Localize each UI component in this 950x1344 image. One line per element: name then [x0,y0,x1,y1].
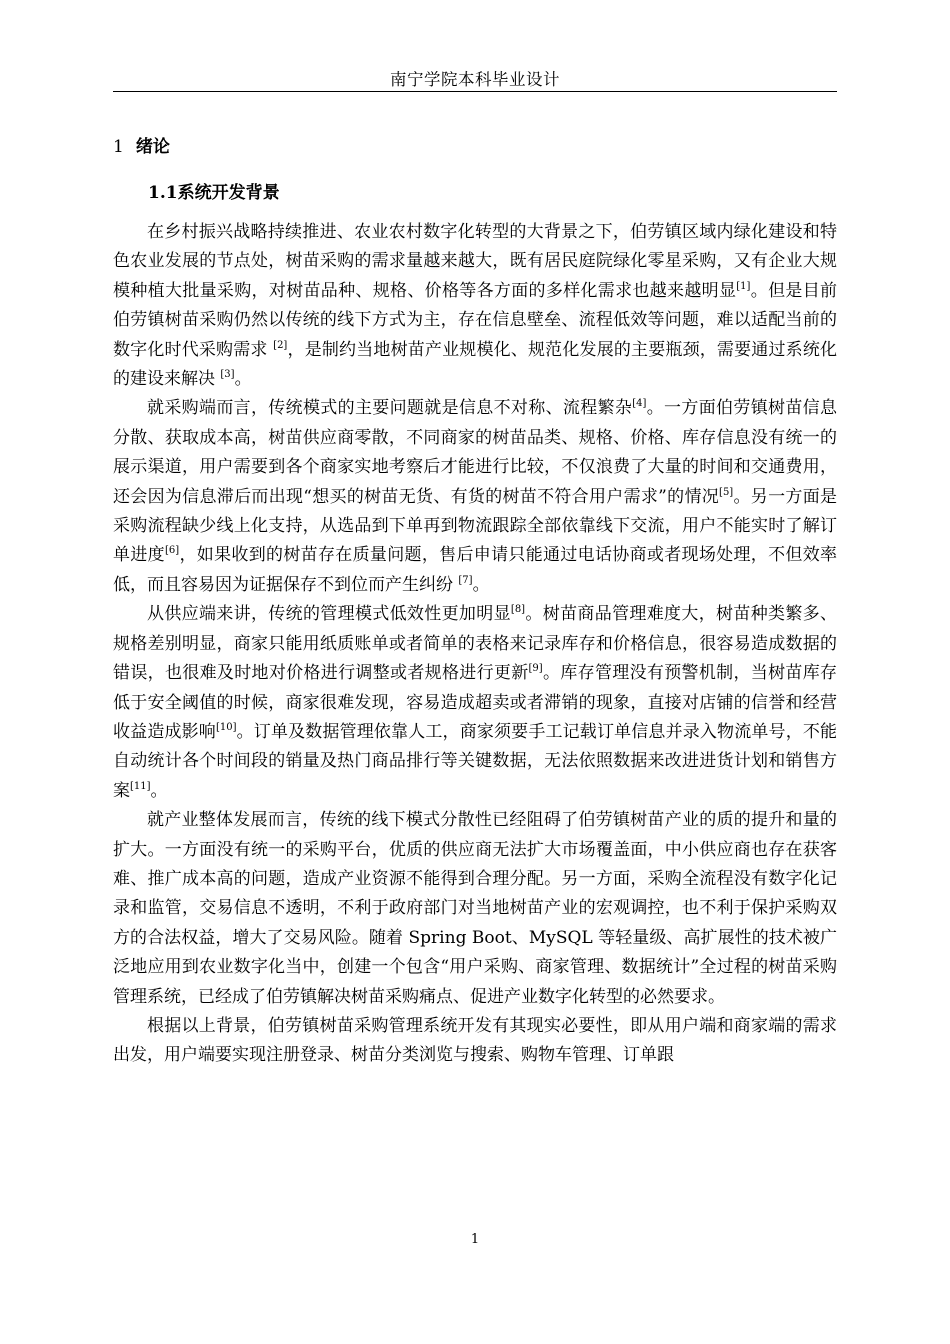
paragraph [113,600,837,806]
text-run: 。库存管理没有预警机制，当树苗库存低于安全阈值的时候，商家很难发现，容易造成超卖或者滞销的现象，直接对店铺的信誉和经营收益造成影响 [113,663,838,742]
section-heading [148,178,280,203]
text-run: 。 [150,780,168,801]
citation: [6] [164,545,180,557]
paragraph [113,806,837,1012]
text-run: 在乡村振兴战略持续推进、农业农村数字化转型的大背景之下，伯劳镇区域内绿化建设和特色农业发展的节点处，树苗采购的需求量越来越大，既有居民庭院绿化零星采购，又有企业大规模种植大批量采购，对树苗品种、规格、价格等各方面的多样化需求也越来越明显 [113,222,837,301]
body-text [113,218,837,1071]
citation: [10] [215,721,237,733]
section-title: 系统开发背景 [177,183,280,203]
text-run: ，如果收到的树苗存在质量问题，售后申请只能通过电话协商或者现场处理，不但效率低，而且容易因为证据保存不到位而产生纠纷 [113,545,838,595]
text-run: 。一方面伯劳镇树苗信息分散、获取成本高，树苗供应商零散，不同商家的树苗品类、规格、价格、库存信息没有统一的展示渠道，用户需要到各个商家实地考察后才能进行比较，不仅浪费了大量的时间和交通费用，还会因为信息滞后而出现“想买的树苗无货、有货的树苗不符合用户需求”的情况 [113,398,838,507]
page-number: 1 [470,1232,480,1247]
text-run: 根据以上背景，伯劳镇树苗采购管理系统开发有其现实必要性，即从用户端和商家端的需求出发，用户端要实现注册登录、树苗分类浏览与搜索、购物车管理、订单跟 [113,1015,837,1066]
citation: [11] [130,780,151,792]
citation: [1] [736,280,751,292]
section-number: 1.1 [148,183,178,203]
text-run: 。另一方面是采购流程缺少线上化支持，从选品到下单再到物流跟踪全部依靠线下交流，用户不能实时了解订单进度 [113,486,837,566]
page-header-title: 南宁学院本科毕业设计 [390,70,560,89]
header-divider [113,91,837,92]
text-run: 。树苗商品管理难度大，树苗种类繁多、规格差别明显，商家只能用纸质账单或者简单的表格来记录库存和价格信息，很容易造成数据的错误，也很难及时地对价格进行调整或者规格进行更新 [113,604,838,684]
paragraph [113,394,837,600]
text-run: ，是制约当地树苗产业规模化、规范化发展的主要瓶颈，需要通过系统化的建设来解决 [113,339,837,390]
paragraph [113,218,837,394]
text-run: 就采购端而言，传统模式的主要问题就是信息不对称、流程繁杂 [147,398,633,419]
chapter-heading [113,132,170,157]
citation: [4] [632,398,647,410]
paragraph [113,1012,837,1071]
text-run: 。 [472,574,490,595]
citation: [8] [510,604,526,616]
text-run: 。订单及数据管理依靠人工，商家须要手工记载订单信息并录入物流单号，不能自动统计各个时间段的销量及热门商品排行等关键数据，无法依照数据来改进进货计划和销售方案 [113,721,838,801]
chapter-number: 1 [113,137,124,157]
citation: [2] [273,339,288,351]
citation: [5] [719,486,734,498]
text-run: 。 [234,369,252,390]
citation: [7] [458,574,473,586]
text-run: 从供应端来讲，传统的管理模式低效性更加明显 [147,604,511,625]
text-run: 就产业整体发展而言，传统的线下模式分散性已经阻碍了伯劳镇树苗产业的质的提升和量的扩大。一方面没有统一的采购平台，优质的供应商无法扩大市场覆盖面，中小供应商也存在获客难、推广成本高的问题，造成产业资源不能得到合理分配。另一方面，采购全流程没有数字化记录和监管，交易信息不透明，不利于政府部门对当地树苗产业的宏观调控，也不利于保护采购双方的合法权益，增大了交易风险。随着 Spring Boot、MySQL 等轻量级、高扩展性的技术被广泛地应用到农业数字化当中，创建一个包含“用户采购、商家管理、数据统计”全过程的树苗采购管理系统，已经成了伯劳镇解决树苗采购痛点、促进产业数字化转型的必然要求。 [113,810,837,1007]
chapter-title: 绪论 [135,137,170,157]
citation: [3] [220,369,235,381]
text-run: 。但是目前伯劳镇树苗采购仍然以传统的线下方式为主，存在信息壁垒、流程低效等问题，难以适配当前的数字化时代采购需求 [113,280,838,360]
citation: [9] [528,663,543,675]
